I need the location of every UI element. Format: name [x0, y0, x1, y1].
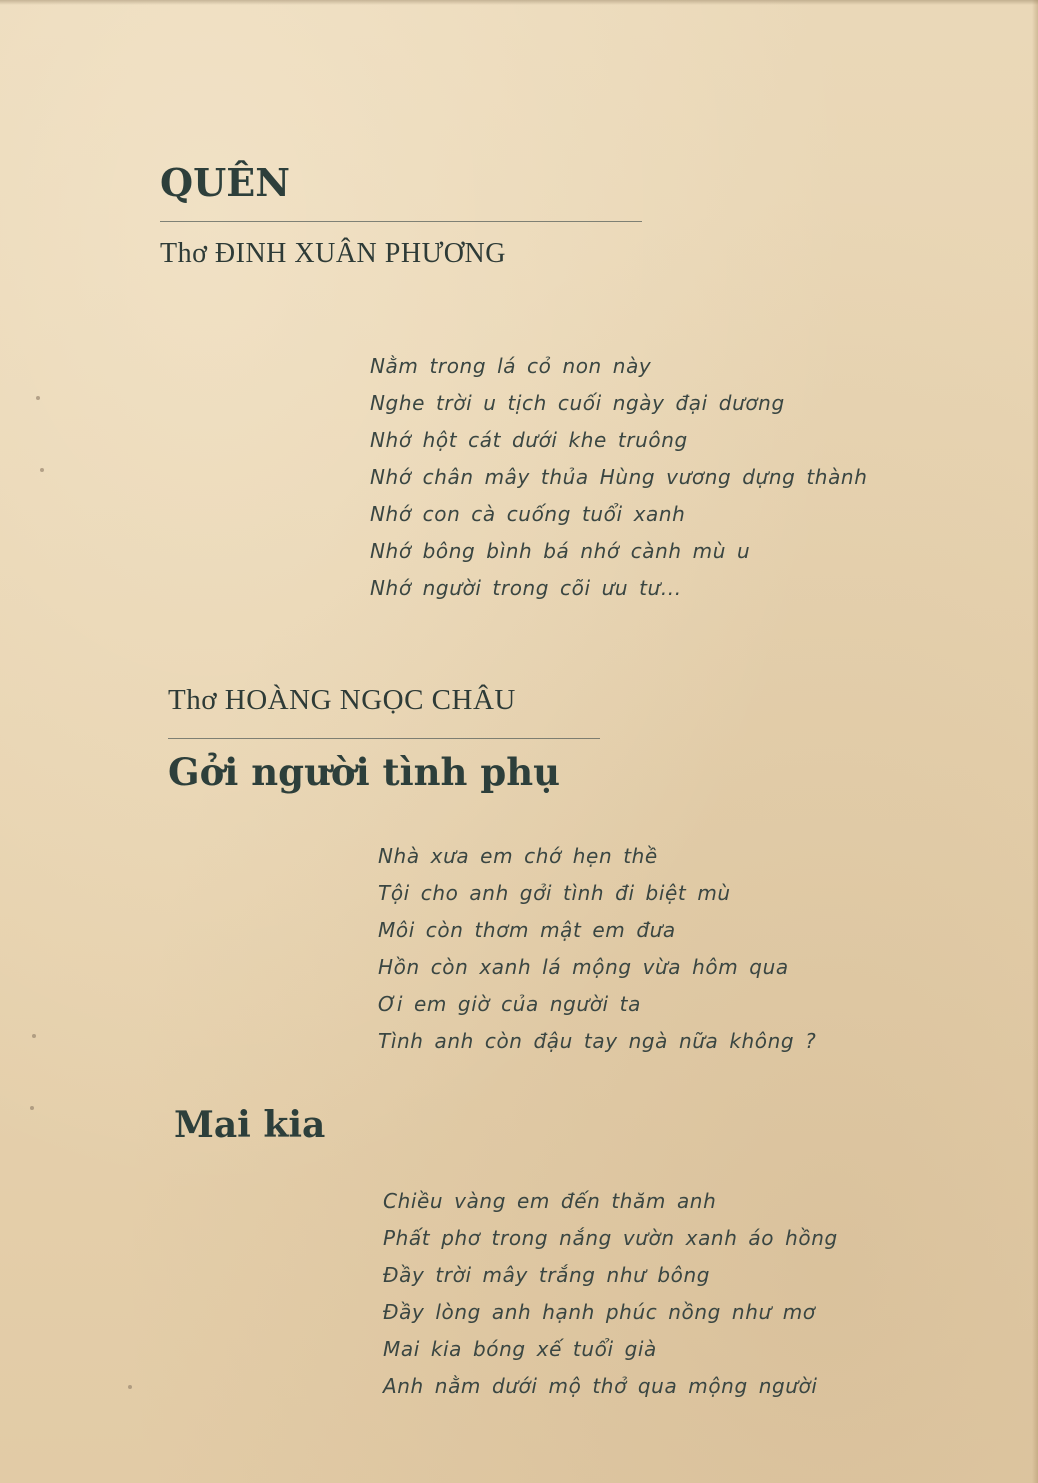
verse-line: Đầy lòng anh hạnh phúc nồng như mơ — [383, 1300, 816, 1324]
verse-line: Anh nằm dưới mộ thở qua mộng người — [383, 1374, 818, 1398]
poem-title-goi-nguoi-tinh-phu: Gởi người tình phụ — [168, 750, 561, 794]
verse-line: Đầy trời mây trắng như bông — [383, 1263, 711, 1287]
paper-speck — [30, 1106, 34, 1110]
verse-line: Phất phơ trong nắng vườn xanh áo hồng — [383, 1226, 838, 1250]
poem-verse-mai-kia — [383, 1183, 838, 1405]
poem-title-mai-kia: Mai kia — [174, 1104, 326, 1146]
verse-line: Chiều vàng em đến thăm anh — [383, 1189, 717, 1213]
verse-line: Nhớ bông bình bá nhớ cành mù u — [370, 539, 751, 563]
poem-title-quen: QUÊN — [160, 160, 290, 205]
poem-verse-quen — [370, 348, 867, 607]
verse-line: Nhớ chân mây thủa Hùng vương dựng thành — [370, 465, 868, 489]
verse-line: Nhà xưa em chớ hẹn thề — [378, 844, 658, 868]
verse-line: Ơi em giờ của người ta — [378, 992, 641, 1016]
verse-line: Nhớ con cà cuống tuổi xanh — [370, 502, 686, 526]
verse-line: Mai kia bóng xế tuổi già — [383, 1337, 657, 1361]
poem-author-dinh-xuan-phuong: Thơ ĐINH XUÂN PHƯƠNG — [160, 238, 506, 269]
verse-line: Nhớ người trong cõi ưu tư... — [370, 576, 682, 600]
title-divider — [160, 221, 642, 222]
verse-line: Môi còn thơm mật em đưa — [378, 918, 676, 942]
verse-line: Nằm trong lá cỏ non này — [370, 354, 652, 378]
paper-speck — [36, 396, 40, 400]
verse-line: Tình anh còn đậu tay ngà nữa không ? — [378, 1029, 817, 1053]
poem-author-hoang-ngoc-chau: Thơ HOÀNG NGỌC CHÂU — [168, 684, 516, 716]
paper-speck — [128, 1385, 132, 1389]
verse-line: Tội cho anh gởi tình đi biệt mù — [378, 881, 731, 905]
verse-line: Nghe trời u tịch cuối ngày đại dương — [370, 391, 785, 415]
verse-line: Hồn còn xanh lá mộng vừa hôm qua — [378, 955, 789, 979]
verse-line: Nhớ hột cát dưới khe truông — [370, 428, 688, 452]
poem-verse-goi-nguoi-tinh-phu — [378, 838, 816, 1060]
paper-speck — [40, 468, 44, 472]
page-right-edge — [1032, 0, 1038, 1483]
paper-speck — [32, 1034, 36, 1038]
author-divider — [168, 738, 600, 739]
page-top-shadow — [0, 0, 1038, 5]
